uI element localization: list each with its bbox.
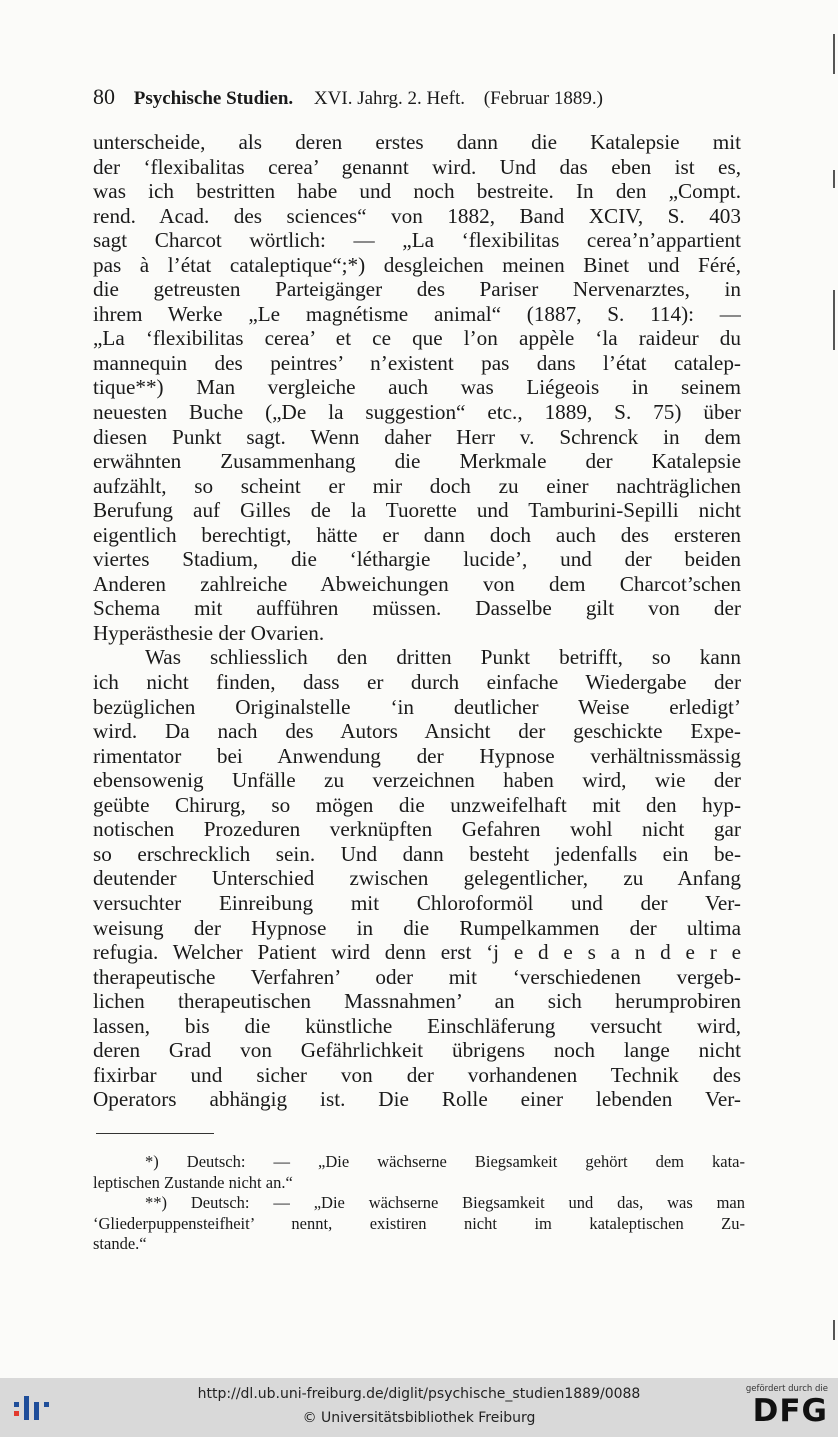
text-line: ihrem Werke „Le magnétisme animal“ (1887, S. 114): — (93, 301, 741, 326)
text-line: deren Grad von Gefährlichkeit übrigens noch lange nicht (93, 1038, 741, 1063)
permalink-url[interactable]: http://dl.ub.uni-freiburg.de/diglit/psychische_studien1889/0088 (197, 1386, 641, 1402)
running-header (93, 84, 743, 110)
text-line: der ‘flexibalitas cerea’ genannt wird. Und das eben ist es, (93, 154, 741, 179)
issue-date: (Februar 1889.) (483, 88, 604, 109)
text-line: die getreusten Parteigänger des Pariser Nervenarztes, in (93, 277, 741, 302)
text-line: geübte Chirurg, so mögen die unzweifelhaft mit den hyp- (93, 792, 741, 817)
journal-title: Psychische Studien. (133, 88, 294, 109)
body-text (93, 130, 741, 1112)
text-line: neuesten Buche („De la suggestion“ etc., 1889, S. 75) über (93, 400, 741, 425)
text-line: versuchter Einreibung mit Chloroformöl und der Ver- (93, 890, 741, 915)
text-line: rend. Acad. des sciences“ von 1882, Band XCIV, S. 403 (93, 203, 741, 228)
viewer-footer (0, 1378, 838, 1437)
text-line: „La ‘flexibilitas cerea’ et ce que l’on appèle ‘la raideur du (93, 326, 741, 351)
text-line: deutender Unterschied zwischen gelegentlicher, zu Anfang (93, 866, 741, 891)
text-line: ich nicht finden, dass er durch einfache Wiedergabe der (93, 670, 741, 695)
text-line: lassen, bis die künstliche Einschläferung versucht wird, (93, 1013, 741, 1038)
footnote-line: ‘Gliederpuppensteifheit’ nennt, existiren nicht im kataleptischen Zu- (93, 1213, 745, 1233)
scan-edge-mark (833, 1320, 835, 1340)
scan-edge-mark (833, 290, 835, 350)
text-line: refugia. Welcher Patient wird denn erst ‘j e d e s a n d e r e (93, 940, 741, 965)
text-line: wird. Da nach des Autors Ansicht der geschickte Expe- (93, 719, 741, 744)
text-line: Hyperästhesie der Ovarien. (93, 620, 325, 645)
text-line: erwähnten Zusammenhang die Merkmale der Katalepsie (93, 449, 741, 474)
text-line: Was schliesslich den dritten Punkt betrifft, so kann (145, 645, 741, 670)
text-line: Schema mit aufführen müssen. Dasselbe gilt von der (93, 596, 741, 621)
dfg-logo-icon (736, 1384, 828, 1432)
text-line: sagt Charcot wörtlich: — „La ‘flexibilitas cerea’n’appartient (93, 228, 741, 253)
footnote-rule (96, 1133, 214, 1134)
text-line: Anderen zahlreiche Abweichungen von dem Charcot’schen (93, 571, 741, 596)
footnote-line: leptischen Zustande nicht an.“ (93, 1172, 293, 1192)
text-line: lichen therapeutischen Massnahmen’ an sich herumprobiren (93, 989, 741, 1014)
text-line: aufzählt, so scheint er mir doch zu einer nachträglichen (93, 473, 741, 498)
text-line: viertes Stadium, die ‘léthargie lucide’, und der beiden (93, 547, 741, 572)
footnote-line: *) Deutsch: — „Die wächserne Biegsamkeit gehört dem kata- (145, 1152, 745, 1171)
text-line: weisung der Hypnose in die Rumpelkammen der ultima (93, 915, 741, 940)
footnote-line: stande.“ (93, 1234, 147, 1253)
scan-edge-mark (833, 170, 835, 188)
footnotes (93, 1152, 745, 1255)
text-line: fixirbar und sicher von der vorhandenen Technik des (93, 1062, 741, 1087)
dfg-funding-label: gefördert durch die (745, 1384, 828, 1394)
text-line: mannequin des peintres’ n’existent pas dans l’état catalep- (93, 350, 741, 375)
dfg-wordmark: DFG (752, 1393, 828, 1429)
text-line: Operators abhängig ist. Die Rolle einer lebenden Ver- (93, 1087, 741, 1112)
text-line: so erschrecklich sein. Und dann besteht jedenfalls ein be- (93, 841, 741, 866)
text-line: notischen Prozeduren verknüpften Gefahren wohl nicht gar (93, 817, 741, 842)
scan-edge-mark (833, 34, 835, 74)
volume-issue: XVI. Jahrg. 2. Heft. (313, 88, 466, 109)
text-line: unterscheide, als deren erstes dann die Katalepsie mit (93, 130, 741, 154)
page-number: 80 (93, 84, 115, 109)
copyright-notice: © Universitätsbibliothek Freiburg (302, 1410, 536, 1426)
footnote-line: **) Deutsch: — „Die wächserne Biegsamkeit und das, was man (145, 1193, 745, 1212)
text-line: eigentlich berechtigt, hätte er dann doch auch des ersteren (93, 522, 741, 547)
text-line: was ich bestritten habe und noch bestreite. In den „Compt. (93, 179, 741, 204)
text-line: tique**) Man vergleiche auch was Liégeois in seinem (93, 375, 741, 400)
text-line: diesen Punkt sagt. Wenn daher Herr v. Schrenck in dem (93, 424, 741, 449)
text-line: ebensowenig Unfälle zu verzeichnen haben wird, wie der (93, 768, 741, 793)
text-line: therapeutische Verfahren’ oder mit ‘verschiedenen vergeb- (93, 964, 741, 989)
text-line: rimentator bei Anwendung der Hypnose verhältnissmässig (93, 743, 741, 768)
text-line: bezüglichen Originalstelle ‘in deutlicher Weise erledigt’ (93, 694, 741, 719)
text-line: pas à l’état cataleptique“;*) desgleichen meinen Binet und Féré, (93, 252, 741, 277)
text-line: Berufung auf Gilles de la Tuorette und Tamburini-Sepilli nicht (93, 498, 741, 523)
